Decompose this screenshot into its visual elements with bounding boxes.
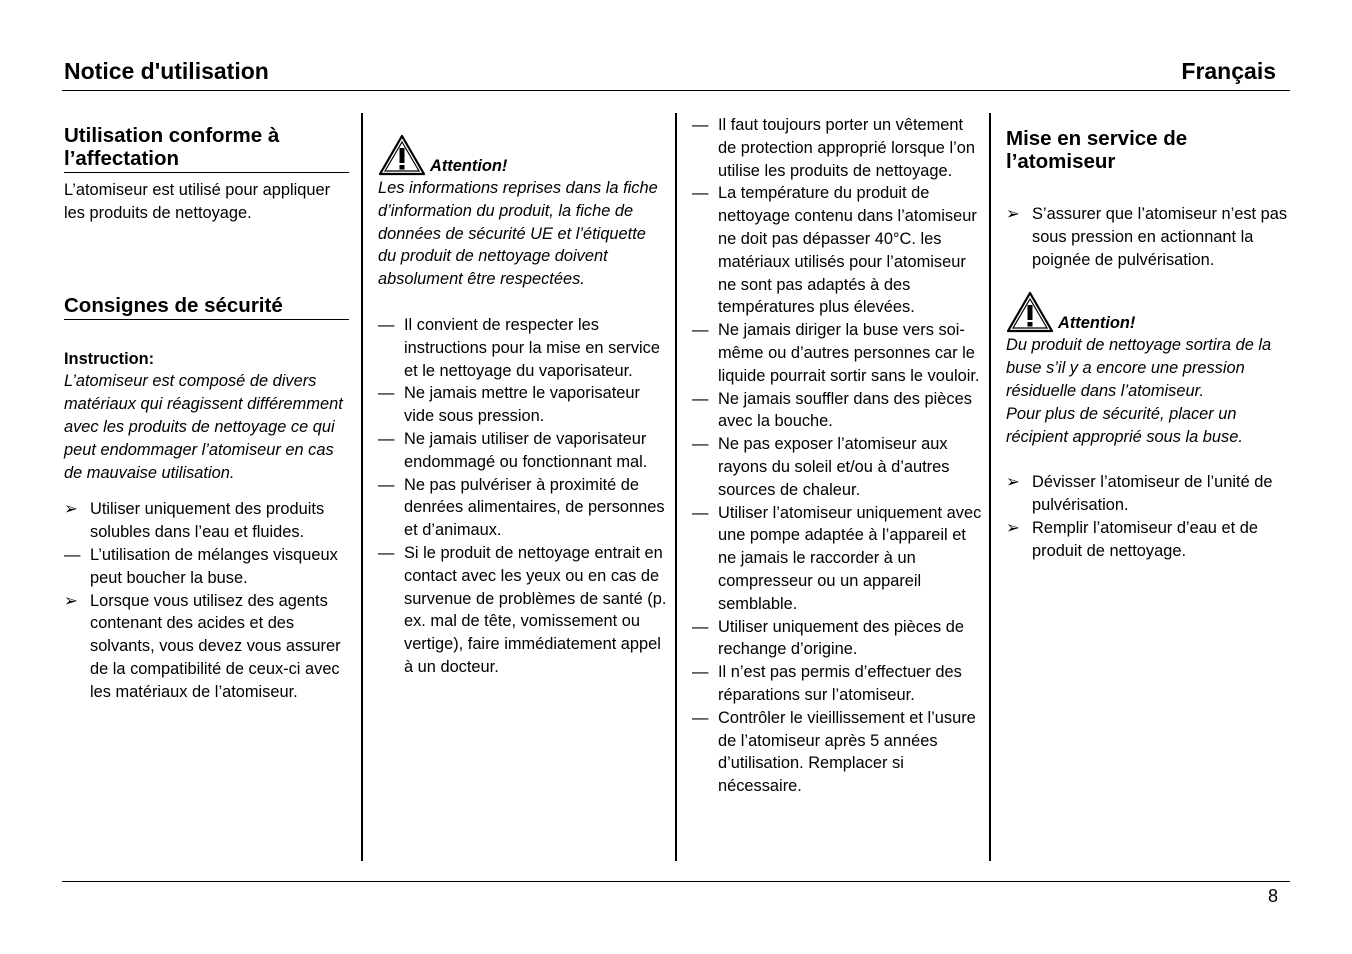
column-1 [64, 124, 349, 704]
warning-triangle-icon [378, 134, 426, 176]
list-item: ➢ Dévisser l’atomiseur de l’unité de pulvérisation. [1006, 473, 1273, 515]
list-item: — Contrôler le vieillissement et l’usure de l’atomiseur après 5 années d’utilisation. Remplacer si nécessaire. [692, 708, 976, 796]
column-2 [378, 134, 668, 679]
attention-notice [1006, 291, 1290, 333]
section-heading-commissioning: Mise en service de l’atomiseur [1006, 127, 1188, 173]
dash-bullet-icon: — [692, 663, 709, 682]
column-3 [692, 114, 982, 798]
document-language: Français [1181, 58, 1276, 84]
list-item: — Il faut toujours porter un vêtement de protection approprié lorsque l’on utilise les produits de nettoyage. [692, 116, 975, 180]
commissioning-list [1006, 471, 1290, 562]
list-item: ➢ Lorsque vous utilisez des agents contenant des acides et des solvants, vous devez vous assurer de la compatibilité de ceux-ci avec les matériaux de l’atomiseur. [64, 591, 341, 701]
list-item: — Il n’est pas permis d’effectuer des réparations sur l’atomiseur. [692, 663, 962, 704]
list-item: ➢ Utiliser uniquement des produits solubles dans l’eau et fluides. [64, 500, 325, 542]
arrow-bullet-icon: ➢ [1006, 205, 1020, 223]
list-item: — Utiliser l’atomiseur uniquement avec une pompe adaptée à l’appareil et ne jamais le raccorder à un compresseur ou un appareil semblable. [692, 503, 982, 613]
list-item: — Si le produit de nettoyage entrait en contact avec les yeux ou en cas de survenue de problèmes de santé (p. ex. mal de tête, vomissement ou vertige), faire immédiatement appel à un docteur. [378, 543, 667, 676]
attention-label: Attention! [430, 157, 508, 175]
attention-text: Les informations reprises dans la fiche d’information du produit, la fiche de données de sécurité UE et l’étiquette du produit de nettoyage doivent absolument être respectées. [378, 179, 658, 289]
instruction-label: Instruction: [64, 349, 155, 368]
dash-bullet-icon: — [378, 315, 395, 334]
dash-bullet-icon: — [692, 116, 709, 134]
list-item: — Il convient de respecter les instructions pour la mise en service et le nettoyage du vaporisateur. [378, 315, 660, 380]
arrow-bullet-icon: ➢ [1006, 473, 1020, 492]
dash-bullet-icon: — [378, 543, 395, 562]
dash-bullet-icon: — [378, 429, 395, 448]
column-4 [1006, 127, 1290, 563]
list-item: — Ne jamais souffler dans des pièces avec la bouche. [692, 389, 972, 431]
attention-text: Du produit de nettoyage sortira de la buse s’il y a encore une pression résiduelle dans l’atomiseur. [1006, 336, 1272, 400]
column-separator [361, 113, 363, 861]
arrow-bullet-icon: ➢ [64, 500, 78, 519]
attention-label: Attention! [1058, 314, 1136, 333]
dash-bullet-icon: — [378, 475, 395, 494]
section-heading-usage: Utilisation conforme à l’affectation [64, 124, 349, 173]
footer-rule [62, 881, 1290, 882]
dash-bullet-icon: — [692, 708, 709, 727]
list-item: — Ne pas pulvériser à proximité de denrées alimentaires, de personnes et d’animaux. [378, 475, 665, 540]
list-item: — Ne jamais mettre le vaporisateur vide sous pression. [378, 384, 640, 426]
list-item: — Utiliser uniquement des pièces de rechange d’origine. [692, 617, 964, 659]
column-separator [989, 113, 991, 861]
dash-bullet-icon: — [692, 503, 709, 522]
page-header [62, 56, 1290, 91]
dash-bullet-icon: — [692, 184, 709, 203]
dash-bullet-icon: — [692, 435, 709, 454]
dash-bullet-icon: — [64, 545, 81, 564]
list-item: — Ne jamais diriger la buse vers soi-même ou d’autres personnes car le liquide pourrait sortir sans le vouloir. [692, 321, 980, 385]
dash-bullet-icon: — [692, 617, 709, 636]
safety-list [64, 498, 349, 703]
dash-bullet-icon: — [692, 321, 709, 340]
attention-notice [378, 134, 668, 176]
section-heading-safety: Consignes de sécurité [64, 294, 349, 320]
commissioning-list [1006, 203, 1290, 271]
arrow-bullet-icon: ➢ [1006, 518, 1020, 537]
list-item: ➢ Remplir l’atomiseur d’eau et de produit de nettoyage. [1006, 518, 1258, 560]
list-item: — L’utilisation de mélanges visqueux peut boucher la buse. [64, 545, 338, 587]
warning-triangle-icon [1006, 291, 1054, 333]
column-separator [675, 113, 677, 861]
page-number: 8 [1267, 886, 1278, 906]
list-item: ➢ S’assurer que l’atomiseur n’est pas sous pression en actionnant la poignée de pulvérisation. [1006, 205, 1288, 269]
arrow-bullet-icon: ➢ [64, 591, 78, 610]
document-title: Notice d'utilisation [64, 58, 269, 84]
list-item: — Ne jamais utiliser de vaporisateur endommagé ou fonctionnant mal. [378, 429, 648, 471]
attention-text: Pour plus de sécurité, placer un récipient approprié sous la buse. [1006, 404, 1243, 446]
dash-bullet-icon: — [692, 389, 709, 408]
dash-bullet-icon: — [378, 384, 395, 403]
safety-list [692, 114, 982, 798]
safety-list [378, 314, 668, 679]
list-item: — La température du produit de nettoyage contenu dans l’atomiseur ne doit pas dépasser 40°C. les matériaux utilisés pour l’atomiseur ne sont pas adaptés à des températures plus élevées. [692, 184, 977, 317]
list-item: — Ne pas exposer l’atomiseur aux rayons du soleil et/ou à d’autres sources de chaleur. [692, 435, 950, 499]
usage-text: L’atomiseur est utilisé pour appliquer les produits de nettoyage. [64, 181, 331, 222]
instruction-text: L’atomiseur est composé de divers matériaux qui réagissent différemment avec les produits de nettoyage ce qui peut endommager l’atomiseur en cas de mauvaise utilisation. [64, 372, 343, 482]
